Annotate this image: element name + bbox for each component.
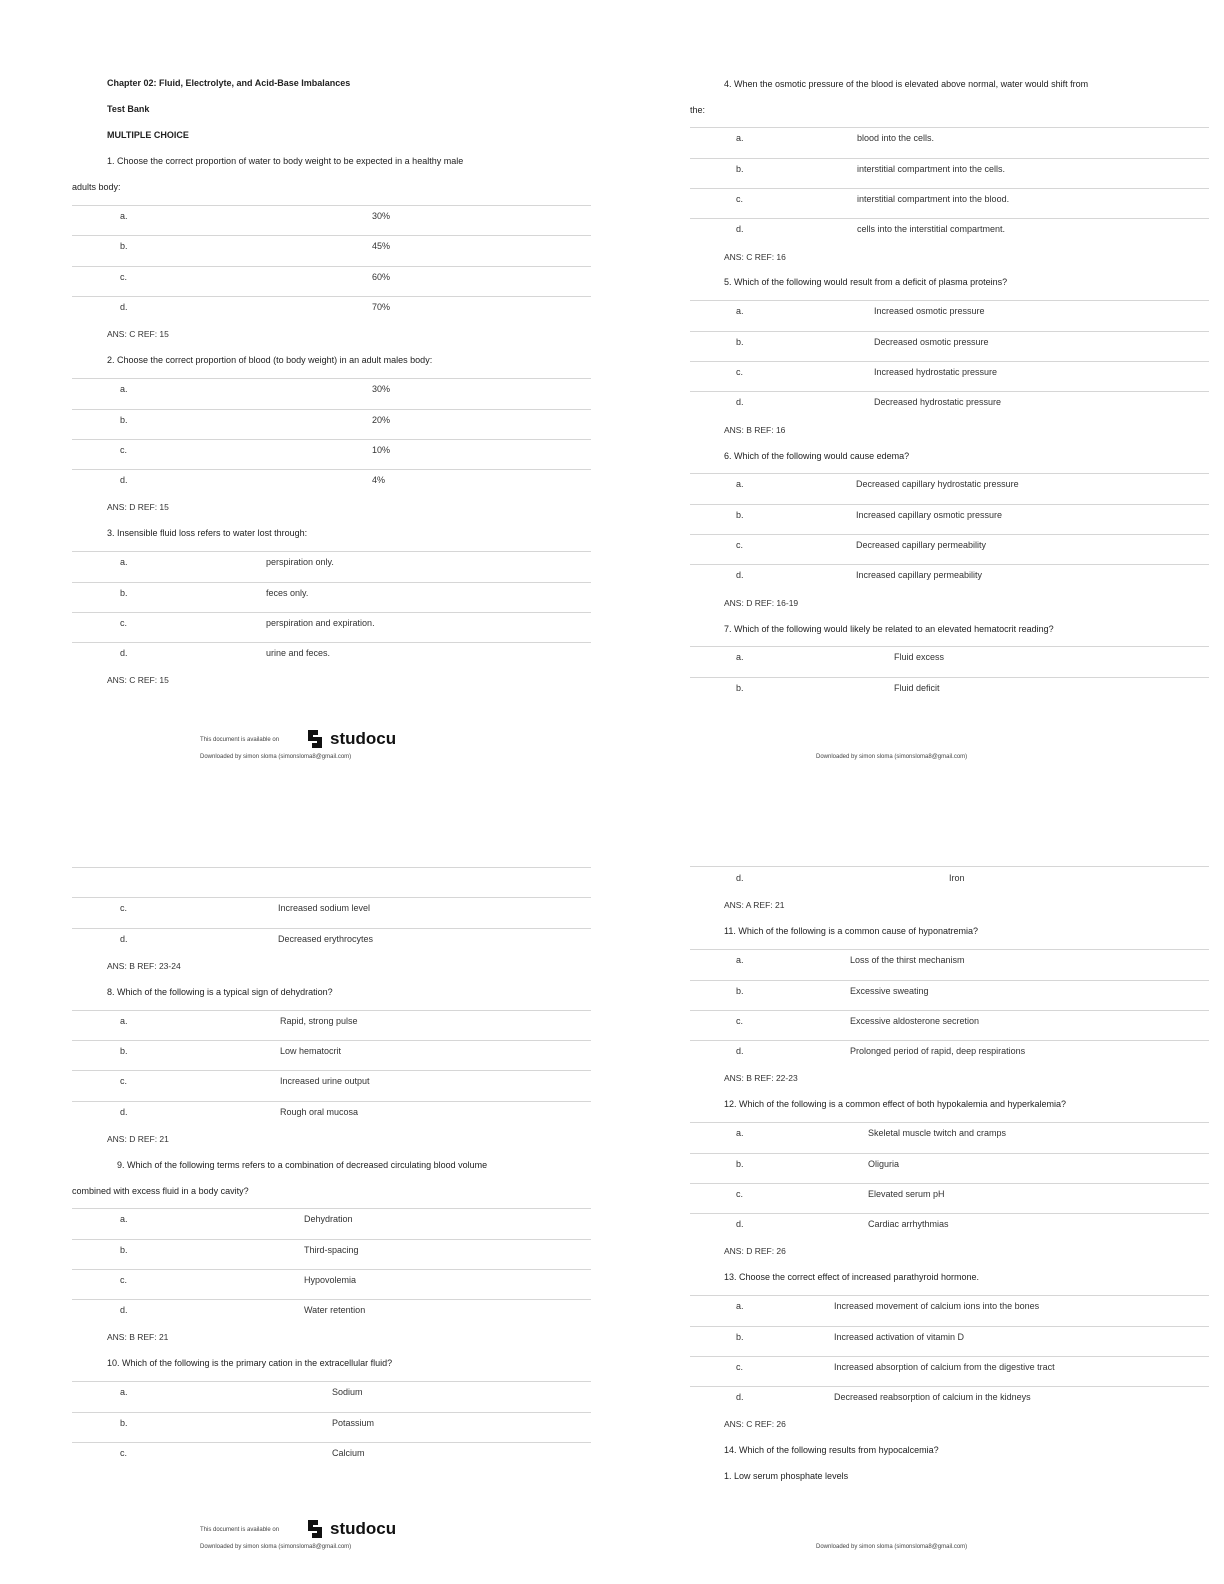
divider	[690, 564, 1209, 565]
option-text: 30%	[372, 384, 391, 394]
divider	[690, 473, 1209, 474]
answer-8: ANS: D REF: 21	[107, 1134, 169, 1144]
option-letter: a.	[736, 479, 744, 489]
section-label: MULTIPLE CHOICE	[107, 130, 189, 140]
option-letter: b.	[120, 588, 128, 598]
page-2	[612, 0, 1224, 792]
option-text: Hypovolemia	[304, 1275, 357, 1285]
question-9-stem: 9. Which of the following terms refers to a combination of decreased circulating blood volume	[117, 1160, 488, 1170]
option-letter: c.	[120, 445, 128, 455]
option-text: Calcium	[332, 1448, 365, 1458]
option-text: 70%	[372, 302, 391, 312]
option-text: Oliguria	[868, 1159, 900, 1169]
answer-5: ANS: B REF: 16	[724, 425, 786, 435]
option-letter: b.	[736, 1332, 744, 1342]
option-letter: c.	[120, 1448, 128, 1458]
divider	[690, 866, 1209, 867]
option-letter: d.	[736, 1046, 744, 1056]
option-letter: c.	[120, 618, 128, 628]
divider	[72, 897, 591, 898]
option-text: Decreased reabsorption of calcium in the kidneys	[834, 1392, 1031, 1402]
option-text: 30%	[372, 211, 391, 221]
option-letter: d.	[120, 475, 128, 485]
divider	[690, 1153, 1209, 1154]
divider	[690, 331, 1209, 332]
divider	[690, 158, 1209, 159]
divider	[690, 391, 1209, 392]
option-letter: d.	[736, 873, 744, 883]
question-7-stem: 7. Which of the following would likely be related to an elevated hematocrit reading?	[724, 624, 1054, 634]
option-text: Increased movement of calcium ions into the bones	[834, 1301, 1040, 1311]
option-text: 45%	[372, 241, 391, 251]
answer-10: ANS: A REF: 21	[724, 900, 785, 910]
option-letter: a.	[120, 211, 128, 221]
option-letter: c.	[120, 903, 128, 913]
option-text: Third-spacing	[304, 1245, 359, 1255]
option-text: Decreased osmotic pressure	[874, 337, 989, 347]
option-letter: c.	[736, 1189, 744, 1199]
option-text: 20%	[372, 415, 391, 425]
divider	[690, 1040, 1209, 1041]
option-text: Excessive aldosterone secretion	[850, 1016, 980, 1026]
option-text: cells into the interstitial compartment.	[857, 224, 1006, 234]
option-letter: a.	[736, 652, 744, 662]
option-text: blood into the cells.	[857, 133, 935, 143]
option-letter: a.	[736, 1301, 744, 1311]
option-letter: d.	[736, 1392, 744, 1402]
answer-2: ANS: D REF: 15	[107, 502, 169, 512]
option-text: Potassium	[332, 1418, 375, 1428]
divider	[690, 646, 1209, 647]
option-letter: b.	[736, 1159, 744, 1169]
option-text: interstitial compartment into the blood.	[857, 194, 1010, 204]
answer-9: ANS: B REF: 21	[107, 1332, 169, 1342]
divider	[72, 469, 591, 470]
answer-6: ANS: D REF: 16-19	[724, 598, 799, 608]
option-letter: b.	[120, 1245, 128, 1255]
divider	[72, 1442, 591, 1443]
divider	[72, 612, 591, 613]
option-letter: c.	[120, 272, 128, 282]
question-2-stem: 2. Choose the correct proportion of blood (to body weight) in an adult males body:	[107, 355, 433, 365]
divider	[690, 361, 1209, 362]
option-text: Increased activation of vitamin D	[834, 1332, 965, 1342]
divider	[72, 378, 591, 379]
divider	[72, 1381, 591, 1382]
option-text: perspiration only.	[266, 557, 334, 567]
option-letter: b.	[120, 241, 128, 251]
divider	[72, 1299, 591, 1300]
option-text: Increased capillary permeability	[856, 570, 983, 580]
divider	[690, 949, 1209, 950]
option-letter: a.	[736, 133, 744, 143]
divider	[690, 127, 1209, 128]
divider	[690, 218, 1209, 219]
divider	[72, 296, 591, 297]
option-text: Increased capillary osmotic pressure	[856, 510, 1003, 520]
test-bank-label: Test Bank	[107, 104, 150, 114]
available-note: This document is available on	[200, 737, 280, 743]
option-letter: d.	[120, 648, 128, 658]
divider	[72, 928, 591, 929]
option-letter: d.	[736, 1219, 744, 1229]
divider	[690, 677, 1209, 678]
question-4-stem-cont: the:	[690, 105, 706, 115]
divider	[690, 188, 1209, 189]
question-12-stem: 12. Which of the following is a common effect of both hypokalemia and hyperkalemia?	[724, 1099, 1067, 1109]
option-letter: b.	[120, 415, 128, 425]
divider	[72, 439, 591, 440]
option-letter: c.	[736, 367, 744, 377]
studocu-logo[interactable]	[304, 728, 396, 750]
option-letter: d.	[736, 224, 744, 234]
divider	[72, 1101, 591, 1102]
divider	[72, 582, 591, 583]
option-text: Increased absorption of calcium from the digestive tract	[834, 1362, 1055, 1372]
divider	[72, 1010, 591, 1011]
answer-3: ANS: C REF: 15	[107, 675, 169, 685]
option-text: Decreased hydrostatic pressure	[874, 397, 1002, 407]
page-4	[612, 792, 1224, 1584]
option-text: Loss of the thirst mechanism	[850, 955, 965, 965]
option-letter: a.	[120, 557, 128, 567]
question-1-stem: 1. Choose the correct proportion of water to body weight to be expected in a healthy male	[107, 156, 464, 166]
answer-12: ANS: D REF: 26	[724, 1246, 786, 1256]
studocu-wordmark: studocu	[330, 1519, 397, 1538]
question-11-stem: 11. Which of the following is a common cause of hyponatremia?	[724, 926, 978, 936]
divider	[690, 1122, 1209, 1123]
option-text: Increased urine output	[280, 1076, 370, 1086]
available-note: This document is available on	[200, 1527, 280, 1533]
option-letter: c.	[736, 1362, 744, 1372]
divider	[690, 300, 1209, 301]
option-text: perspiration and expiration.	[266, 618, 375, 628]
divider	[72, 235, 591, 236]
option-letter: a.	[120, 1016, 128, 1026]
download-note: Downloaded by simon sloma (simonsloma8@gmail.com)	[816, 1544, 968, 1550]
studocu-logo[interactable]	[304, 1518, 396, 1540]
studocu-logo-icon	[304, 728, 326, 750]
question-10-stem: 10. Which of the following is the primary cation in the extracellular fluid?	[107, 1358, 393, 1368]
option-text: 60%	[372, 272, 391, 282]
page-3	[0, 792, 612, 1584]
option-letter: d.	[120, 934, 128, 944]
divider	[690, 1386, 1209, 1387]
answer-4: ANS: C REF: 16	[724, 252, 786, 262]
option-letter: c.	[736, 1016, 744, 1026]
option-letter: a.	[736, 306, 744, 316]
option-text: Iron	[949, 873, 965, 883]
divider	[690, 1213, 1209, 1214]
option-text: Elevated serum pH	[868, 1189, 945, 1199]
divider	[690, 980, 1209, 981]
divider	[72, 1208, 591, 1209]
divider	[690, 1356, 1209, 1357]
option-letter: c.	[736, 540, 744, 550]
answer-13: ANS: C REF: 26	[724, 1419, 786, 1429]
option-letter: d.	[120, 1107, 128, 1117]
divider	[72, 266, 591, 267]
option-letter: d.	[736, 397, 744, 407]
divider	[72, 551, 591, 552]
option-text: Increased sodium level	[278, 903, 371, 913]
download-note: Downloaded by simon sloma (simonsloma8@gmail.com)	[816, 754, 968, 760]
question-3-stem: 3. Insensible fluid loss refers to water lost through:	[107, 528, 308, 538]
chapter-title: Chapter 02: Fluid, Electrolyte, and Acid-Base Imbalances	[107, 78, 351, 88]
divider	[690, 534, 1209, 535]
option-letter: b.	[736, 337, 744, 347]
divider	[72, 1239, 591, 1240]
divider	[72, 867, 591, 868]
download-note: Downloaded by simon sloma (simonsloma8@gmail.com)	[200, 754, 352, 760]
option-letter: d.	[120, 302, 128, 312]
option-text: Excessive sweating	[850, 986, 929, 996]
question-13-stem: 13. Choose the correct effect of increased parathyroid hormone.	[724, 1272, 979, 1282]
studocu-logo-icon	[304, 1518, 326, 1540]
answer-11: ANS: B REF: 22-23	[724, 1073, 798, 1083]
page-1	[0, 0, 612, 792]
option-letter: b.	[736, 683, 744, 693]
option-text: Fluid deficit	[894, 683, 940, 693]
option-text: Low hematocrit	[280, 1046, 342, 1056]
divider	[690, 504, 1209, 505]
option-letter: b.	[736, 510, 744, 520]
option-letter: c.	[736, 194, 744, 204]
download-note: Downloaded by simon sloma (simonsloma8@gmail.com)	[200, 1544, 352, 1550]
option-text: Rough oral mucosa	[280, 1107, 359, 1117]
option-letter: d.	[736, 570, 744, 580]
divider	[72, 1070, 591, 1071]
option-text: Fluid excess	[894, 652, 945, 662]
divider	[690, 1326, 1209, 1327]
option-text: Increased hydrostatic pressure	[874, 367, 998, 377]
option-text: Water retention	[304, 1305, 366, 1315]
studocu-wordmark: studocu	[330, 729, 397, 748]
option-letter: a.	[120, 384, 128, 394]
option-text: urine and feces.	[266, 648, 331, 658]
answer-1: ANS: C REF: 15	[107, 329, 169, 339]
question-5-stem: 5. Which of the following would result from a deficit of plasma proteins?	[724, 277, 1008, 287]
option-text: interstitial compartment into the cells.	[857, 164, 1006, 174]
option-text: Decreased erythrocytes	[278, 934, 374, 944]
question-14-item-1: 1. Low serum phosphate levels	[724, 1471, 849, 1481]
option-letter: d.	[120, 1305, 128, 1315]
option-text: 10%	[372, 445, 391, 455]
divider	[72, 642, 591, 643]
divider	[72, 409, 591, 410]
answer-7: ANS: B REF: 23-24	[107, 961, 181, 971]
question-14-stem: 14. Which of the following results from hypocalcemia?	[724, 1445, 939, 1455]
option-text: Cardiac arrhythmias	[868, 1219, 949, 1229]
divider	[72, 1412, 591, 1413]
divider	[690, 1010, 1209, 1011]
divider	[72, 1269, 591, 1270]
divider	[690, 1295, 1209, 1296]
option-letter: c.	[120, 1275, 128, 1285]
divider	[690, 1183, 1209, 1184]
option-text: Rapid, strong pulse	[280, 1016, 358, 1026]
option-letter: b.	[736, 164, 744, 174]
option-letter: a.	[736, 955, 744, 965]
option-text: Increased osmotic pressure	[874, 306, 985, 316]
option-text: Dehydration	[304, 1214, 353, 1224]
question-1-stem-cont: adults body:	[72, 182, 121, 192]
option-text: Decreased capillary hydrostatic pressure	[856, 479, 1019, 489]
option-text: Sodium	[332, 1387, 363, 1397]
option-letter: c.	[120, 1076, 128, 1086]
option-text: Decreased capillary permeability	[856, 540, 987, 550]
divider	[72, 205, 591, 206]
option-text: Skeletal muscle twitch and cramps	[868, 1128, 1007, 1138]
question-8-stem: 8. Which of the following is a typical sign of dehydration?	[107, 987, 333, 997]
option-text: 4%	[372, 475, 386, 485]
option-text: feces only.	[266, 588, 309, 598]
option-letter: b.	[120, 1418, 128, 1428]
divider	[72, 1040, 591, 1041]
question-4-stem: 4. When the osmotic pressure of the blood is elevated above normal, water would shift from	[724, 79, 1089, 89]
option-letter: a.	[120, 1387, 128, 1397]
question-6-stem: 6. Which of the following would cause edema?	[724, 451, 910, 461]
option-letter: a.	[120, 1214, 128, 1224]
option-letter: b.	[736, 986, 744, 996]
option-text: Prolonged period of rapid, deep respirations	[850, 1046, 1026, 1056]
question-9-stem-cont: combined with excess fluid in a body cavity?	[72, 1186, 249, 1196]
option-letter: b.	[120, 1046, 128, 1056]
option-letter: a.	[736, 1128, 744, 1138]
